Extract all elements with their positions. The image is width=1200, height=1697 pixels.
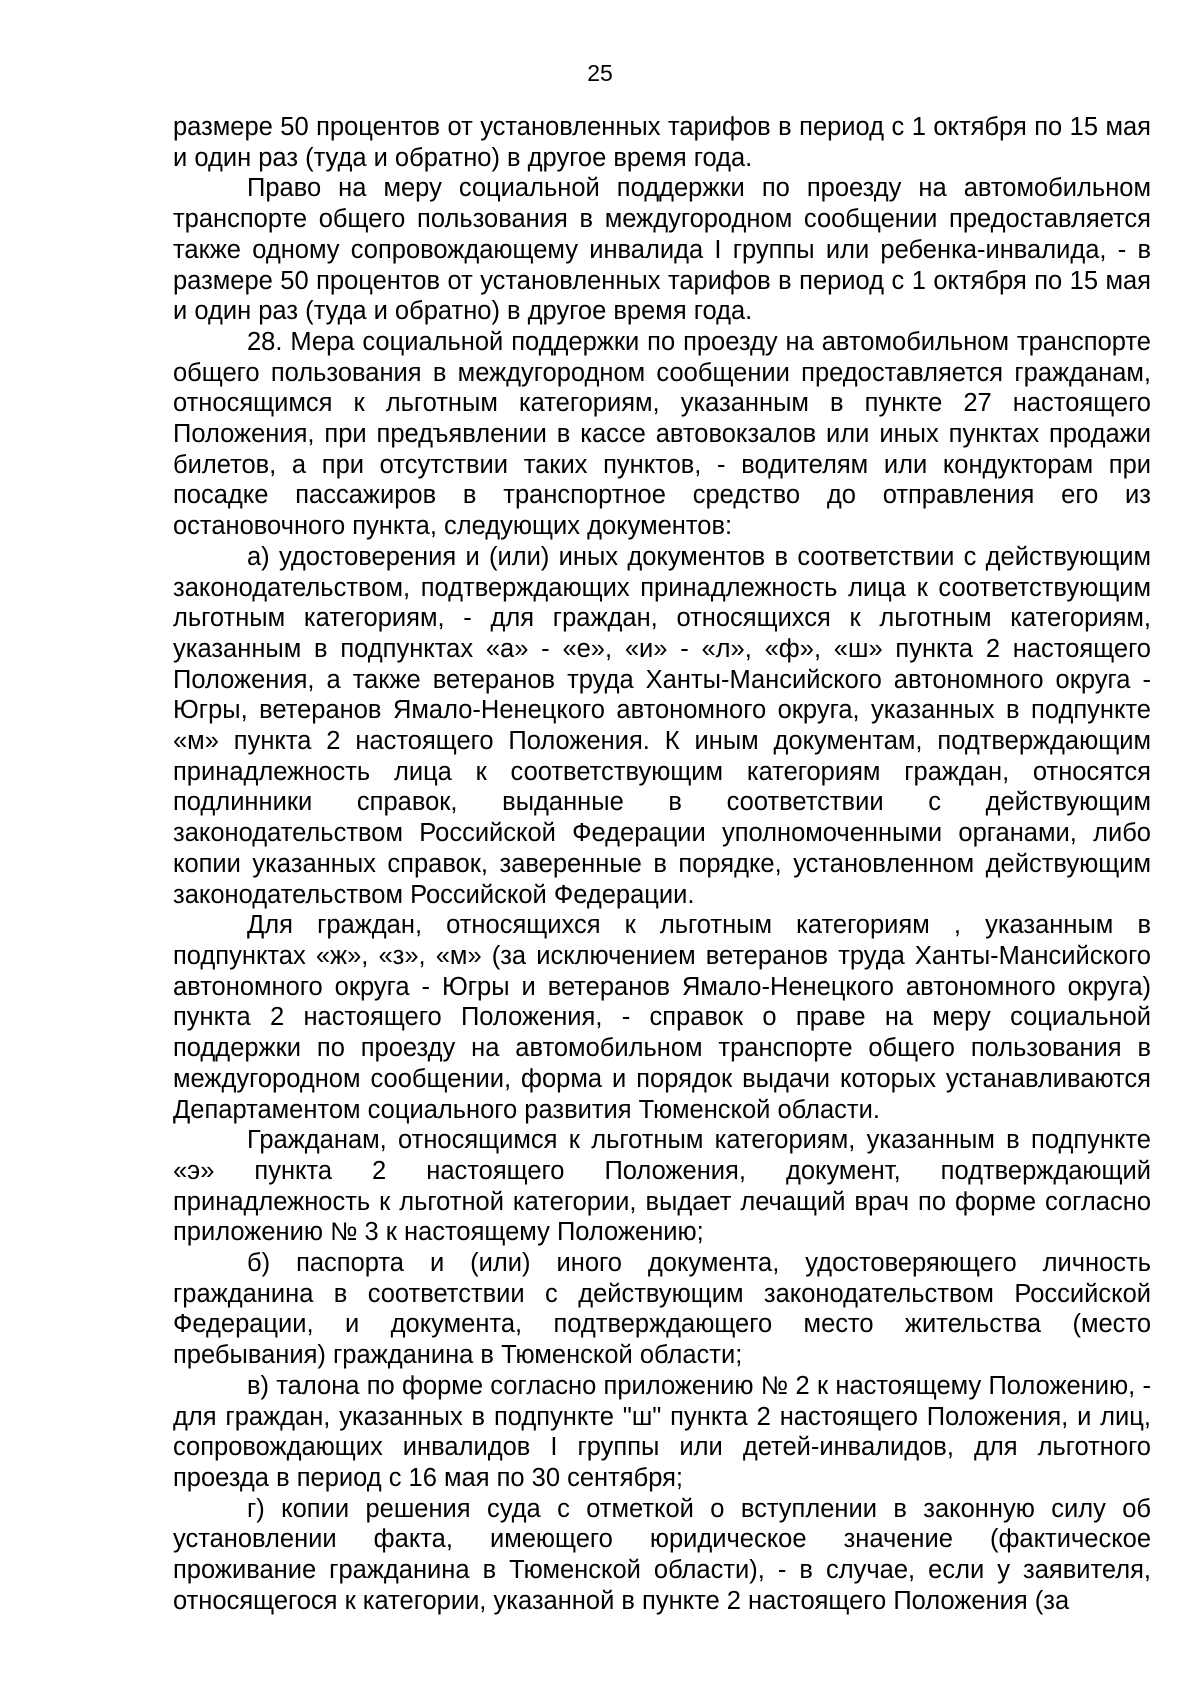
paragraph-subitem-b: б) паспорта и (или) иного документа, удостоверяющего личность гражданина в соответствии с действующим законодательством Российской Федерации, и документа, подтверждающего место жительства (место пребывания) гражданина в Тюменской области; bbox=[173, 1249, 1151, 1370]
paragraph-continuation: размере 50 процентов от установленных тарифов в период с 1 октября по 15 мая и один раз (туда и обратно) в другое время года. bbox=[173, 113, 1151, 172]
paragraph-subitem-g: г) копии решения суда с отметкой о вступлении в законную силу об установлении факта, имеющего юридическое значение (фактическое проживание гражданина в Тюменской области), - в случае, если у заявителя, относящегося к категории, указанной в пункте 2 настоящего Положения (за bbox=[173, 1494, 1151, 1615]
paragraph-companion-right: Право на меру социальной поддержки по проезду на автомобильном транспорте общего пользования в междугородном сообщении предоставляется также одному сопровождающему инвалида I группы или ребенка-инвалида, - в размере 50 процентов от установленных тарифов в период с 1 октября по 15 мая и один раз (туда и обратно) в другое время года. bbox=[173, 174, 1151, 326]
paragraph-certificates: Для граждан, относящихся к льготным категориям , указанным в подпунктах «ж», «з», «м» (за исключением ветеранов труда Ханты-Мансийского автономного округа - Югры и ветеранов Ямало-Ненецкого автономного округа) пункта 2 настоящего Положения, - справок о праве на меру социальной поддержки по проезду на автомобильном транспорте общего пользования в междугородном сообщении, форма и порядок выдачи которых устанавливаются Департаментом социального развития Тюменской области. bbox=[173, 911, 1151, 1124]
paragraph-category-e: Гражданам, относящимся к льготным категориям, указанным в подпункте «э» пункта 2 настоящего Положения, документ, подтверждающий принадлежность к льготной категории, выдает лечащий врач по форме согласно приложению № 3 к настоящему Положению; bbox=[173, 1126, 1151, 1247]
paragraph-item-28: 28. Мера социальной поддержки по проезду на автомобильном транспорте общего пользования в междугородном сообщении предоставляется гражданам, относящимся к льготным категориям, указанным в пункте 27 настоящего Положения, при предъявлении в кассе автовокзалов или иных пунктах продажи билетов, а при отсутствии таких пунктов, - водителям или кондукторам при посадке пассажиров в транспортное средство до отправления его из остановочного пункта, следующих документов: bbox=[173, 327, 1151, 541]
paragraph-subitem-a: а) удостоверения и (или) иных документов в соответствии с действующим законодательством, подтверждающих принадлежность лица к соответствующим льготным категориям, - для граждан, относящихся к льготным категориям, указанным в подпунктах «а» - «е», «и» - «л», «ф», «ш» пункта 2 настоящего Положения, а также ветеранов труда Ханты-Мансийского автономного округа - Югры, ветеранов Ямало-Ненецкого автономного округа, указанных в подпункте «м» пункта 2 настоящего Положения. К иным документам, подтверждающим принадлежность лица к соответствующим категориям граждан, относятся подлинники справок, выданные в соответствии с действующим законодательством Российской Федерации уполномоченными органами, либо копии указанных справок, заверенные в порядке, установленном действующим законодательством Российской Федерации. bbox=[173, 542, 1151, 909]
paragraph-subitem-v: в) талона по форме согласно приложению № 2 к настоящему Положению, - для граждан, указанных в подпункте "ш" пункта 2 настоящего Положения, и лиц, сопровождающих инвалидов I группы или детей-инвалидов, для льготного проезда в период с 16 мая по 30 сентября; bbox=[173, 1371, 1151, 1492]
page-number: 25 bbox=[587, 60, 613, 86]
document-body bbox=[173, 112, 1151, 1616]
